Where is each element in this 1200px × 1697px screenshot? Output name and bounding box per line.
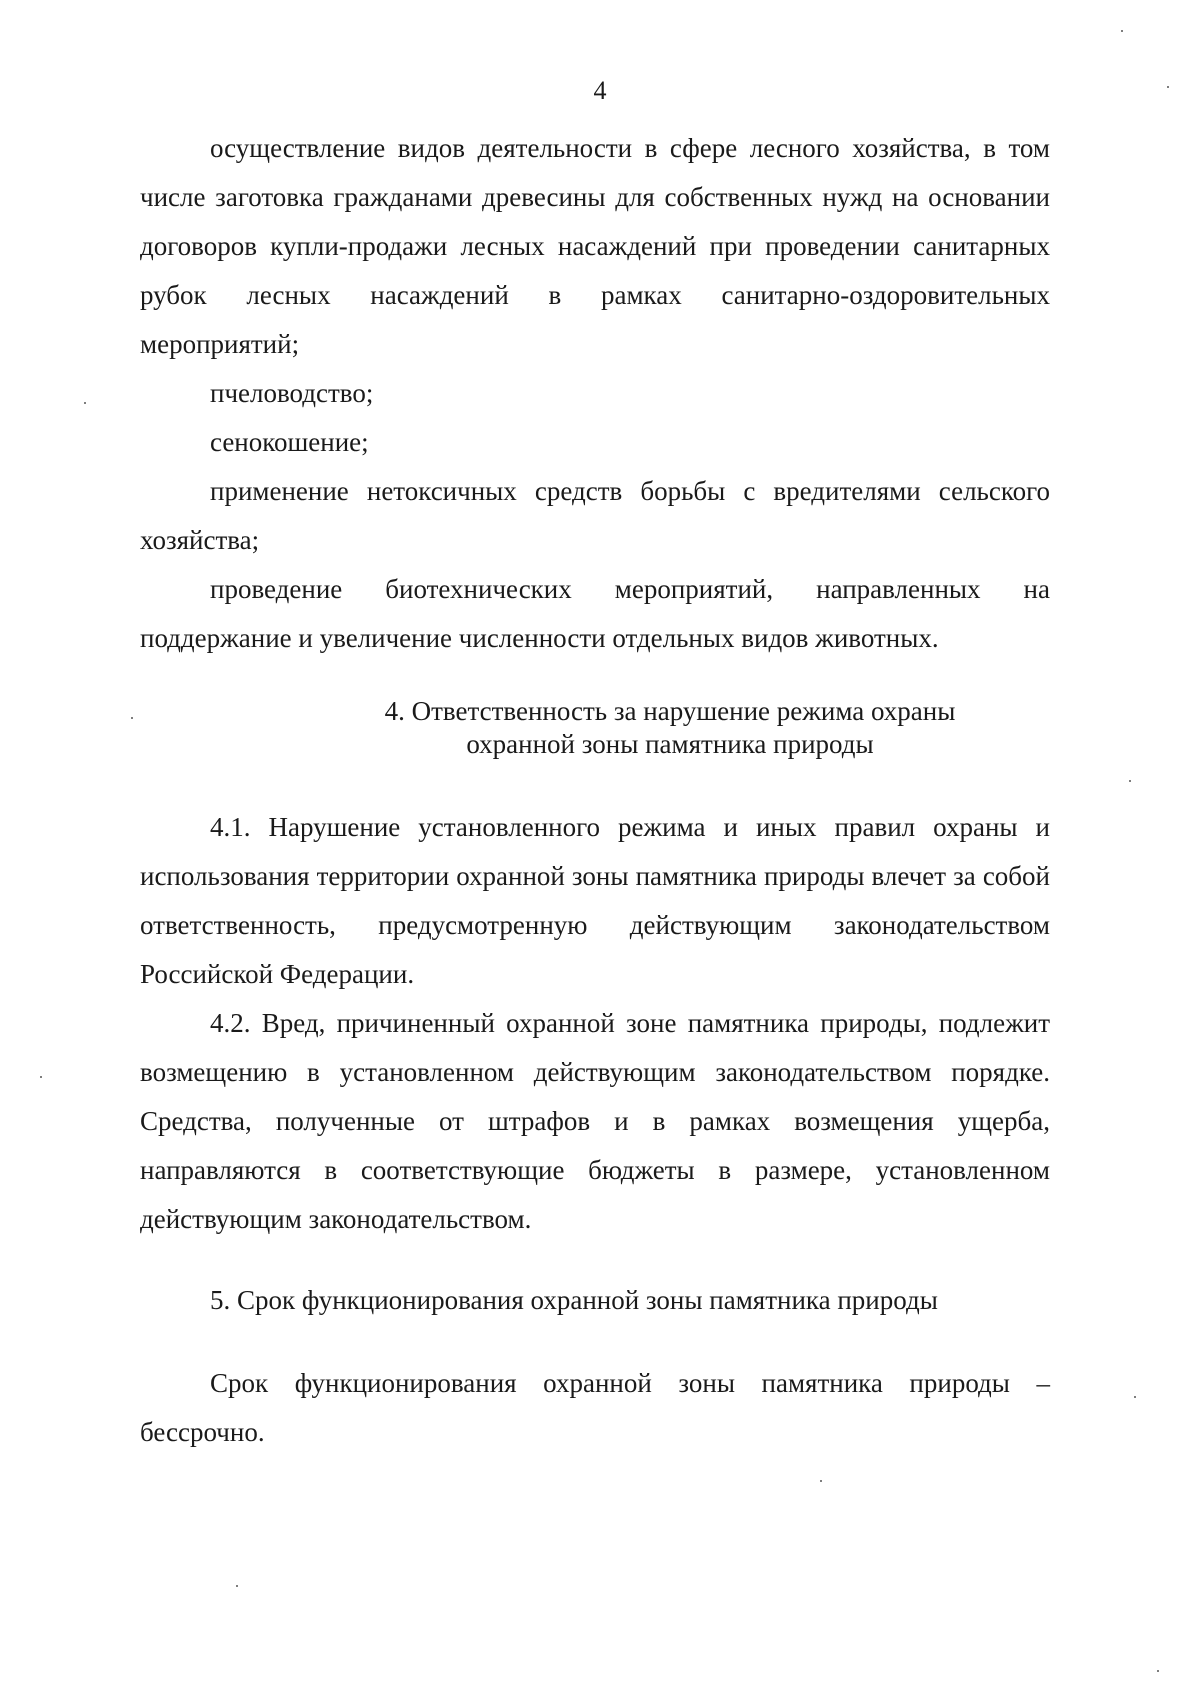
scan-speck bbox=[1134, 1396, 1136, 1398]
scan-speck bbox=[1121, 30, 1123, 32]
paragraph-5-1: Срок функционирования охранной зоны памятника природы – бессрочно. bbox=[140, 1368, 1050, 1447]
paragraph-forestry: осуществление видов деятельности в сфере лесного хозяйства, в том числе заготовка гражданами древесины для собственных нужд на основании договоров купли-продажи лесных насаждений при проведении санитарных рубок лесных насаждений в рамках санитарно-оздоровительных мероприятий; bbox=[140, 133, 1050, 359]
scan-speck bbox=[1129, 780, 1131, 782]
scan-speck bbox=[1157, 1670, 1159, 1672]
scan-speck bbox=[820, 1480, 822, 1482]
list-item-beekeeping: пчеловодство; bbox=[210, 378, 374, 408]
paragraph-biotechnical: проведение биотехнических мероприятий, направленных на поддержание и увеличение численности отдельных видов животных. bbox=[140, 574, 1050, 653]
document-body bbox=[140, 124, 1050, 1457]
section-4-heading-line-1: 4. Ответственность за нарушение режима охраны bbox=[384, 696, 956, 726]
paragraph-pest-control: применение нетоксичных средств борьбы с вредителями сельского хозяйства; bbox=[140, 476, 1050, 555]
section-4-heading bbox=[140, 695, 1060, 761]
paragraph-4-1: 4.1. Нарушение установленного режима и иных правил охраны и использования территории охранной зоны памятника природы влечет за собой ответственность, предусмотренную действующим законодательством Российской Федерации. bbox=[140, 812, 1050, 989]
list-item-haymaking: сенокошение; bbox=[210, 427, 369, 457]
section-4-heading-line-2: охранной зоны памятника природы bbox=[466, 729, 874, 759]
scan-speck bbox=[40, 1076, 42, 1078]
scan-speck bbox=[84, 402, 86, 404]
section-5-heading: 5. Срок функционирования охранной зоны памятника природы bbox=[210, 1285, 938, 1315]
scan-speck bbox=[1167, 86, 1169, 88]
paragraph-4-2: 4.2. Вред, причиненный охранной зоне памятника природы, подлежит возмещению в установленном действующим законодательством порядке. Средства, полученные от штрафов и в рамках возмещения ущерба, направляются в соответствующие бюджеты в размере, установленном действующим законодательством. bbox=[140, 1008, 1050, 1234]
scan-speck bbox=[236, 1585, 238, 1587]
page-number: 4 bbox=[593, 76, 607, 105]
scan-speck bbox=[131, 717, 133, 719]
